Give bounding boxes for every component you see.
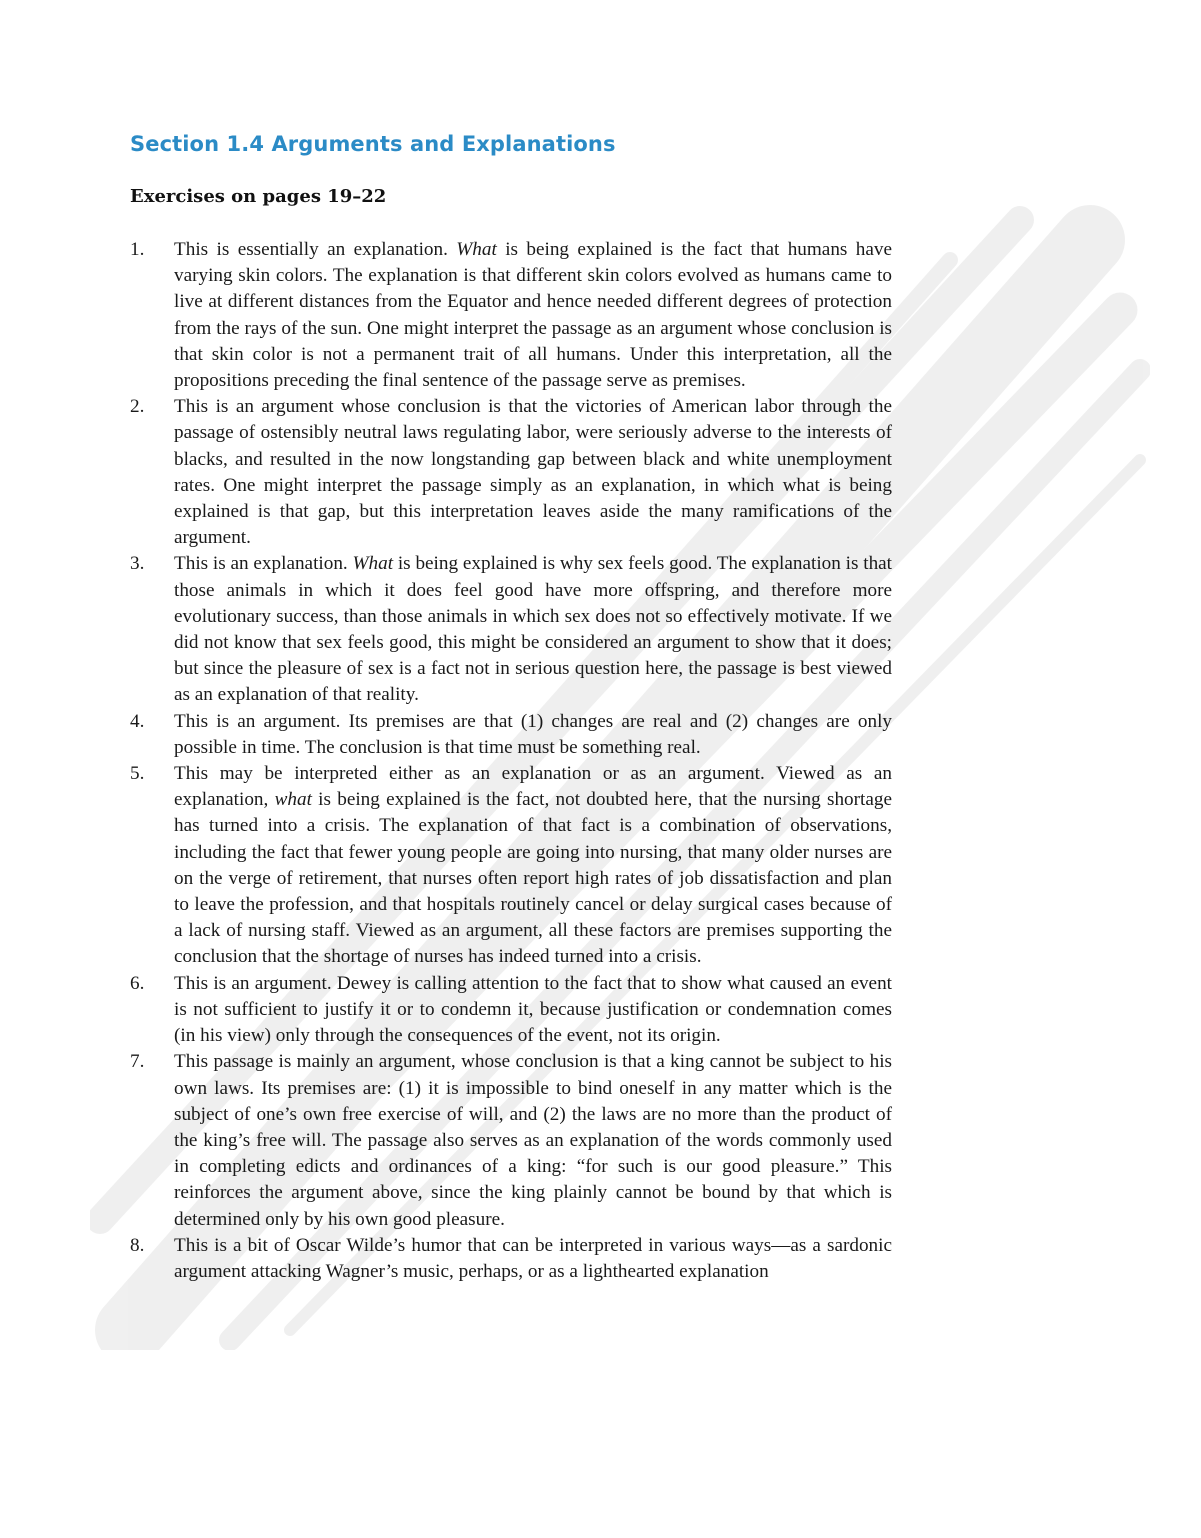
- answer-number: 7.: [130, 1051, 145, 1073]
- answer-number: 8.: [130, 1234, 145, 1256]
- text-segment: This is an argument. Its premises are that (1) changes are real and (2) changes are only possible in time. The conclusion is that time must be something real.: [174, 710, 892, 758]
- answer-item: [130, 1049, 892, 1232]
- answer-text: [174, 553, 892, 705]
- italic-emphasis: what: [274, 789, 312, 811]
- text-segment: This is a bit of Oscar Wilde’s humor that can be interpreted in various ways—as a sardonic argument attacking Wagner’s music, perhaps, or as a lighthearted explanation: [174, 1234, 892, 1282]
- answer-number: 1.: [130, 239, 145, 260]
- text-segment: is being explained is the fact, not doubted here, that the nursing shortage has turned into a crisis. The explanation of that fact is a combination of observations, including the fact that fewer young people are going into nursing, that many older nurses are on the verge of retirement, that nurses often report high rates of job dissatisfaction and plan to leave the profession, and that hospitals routinely cancel or delay surgical cases because of a lack of nursing staff. Viewed as an argument, all these factors are premises supporting the conclusion that the shortage of nurses has indeed turned into a crisis.: [174, 789, 892, 968]
- answer-item: [130, 971, 892, 1050]
- italic-emphasis: What: [456, 239, 497, 260]
- answer-text: [174, 1235, 892, 1282]
- answer-text: [174, 973, 892, 1046]
- answer-number: 5.: [130, 763, 145, 785]
- answer-number: 4.: [130, 710, 145, 732]
- answer-list: [130, 237, 892, 1285]
- answer-text: [174, 396, 892, 548]
- answer-text: [174, 239, 892, 391]
- italic-emphasis: What: [352, 553, 394, 575]
- answer-number: 3.: [130, 553, 145, 575]
- answer-item: [130, 709, 892, 761]
- exercises-subheading: Exercises on pages 19–22: [130, 186, 387, 207]
- answer-item: [130, 551, 892, 708]
- answer-item: [130, 1233, 892, 1285]
- answer-item: [130, 237, 892, 394]
- text-segment: This passage is mainly an argument, whose conclusion is that a king cannot be subject to his own laws. Its premises are: (1) it is impossible to bind oneself in any matter which is the subject of one’s own free exercise of will, and (2) the laws are no more than the product of the king’s free will. The passage also serves as an explanation of the words commonly used in completing edicts and ordinances of a king: “for such is our good pleasure.” This reinforces the argument above, since the king plainly cannot be bound by that which is determined only by his own good pleasure.: [174, 1051, 892, 1230]
- text-segment: This is an argument whose conclusion is that the victories of American labor through the passage of ostensibly neutral laws regulating labor, were seriously adverse to the interests of blacks, and resulted in the now longstanding gap between black and white unemployment rates. One might interpret the passage simply as an explanation, in which what is being explained is that gap, but this interpretation leaves aside the many ramifications of the argument.: [174, 396, 892, 549]
- answer-text: [174, 1051, 892, 1229]
- answer-text: [174, 763, 892, 967]
- text-segment: This is an explanation.: [174, 553, 353, 575]
- text-segment: is being explained is the fact that humans have varying skin colors. The explanation is that different skin colors evolved as humans came to live at different distances from the Equator and hence needed different degrees of protection from the rays of the sun. One might interpret the passage as an argument whose conclusion is that skin color is not a permanent trait of all humans. Under this interpretation, all the propositions preceding the final sentence of the passage serve as premises.: [174, 239, 892, 392]
- answer-item: [130, 761, 892, 971]
- answer-item: [130, 394, 892, 551]
- answer-number: 6.: [130, 972, 145, 994]
- text-segment: is being explained is why sex feels good. The explanation is that those animals in which it does feel good have more offspring, and therefore more evolutionary success, than those animals in which sex does not so effectively motivate. If we did not know that sex feels good, this might be considered an argument to show that it does; but since the pleasure of sex is a fact not in serious question here, the passage is best viewed as an explanation of that reality.: [174, 553, 893, 706]
- answer-number: 2.: [130, 396, 145, 418]
- text-segment: This may be interpreted either as an explanation or as an argument. Viewed as an explanation,: [174, 763, 892, 811]
- section-title: Section 1.4 Arguments and Explanations: [130, 132, 616, 156]
- text-segment: This is an argument. Dewey is calling attention to the fact that to show what caused an event is not sufficient to justify it or to condemn it, because justification or condemnation comes (in his view) only through the consequences of the event, not its origin.: [174, 972, 892, 1047]
- page-content: [130, 132, 892, 1285]
- answer-text: [174, 711, 892, 758]
- text-segment: This is essentially an explanation.: [174, 239, 457, 260]
